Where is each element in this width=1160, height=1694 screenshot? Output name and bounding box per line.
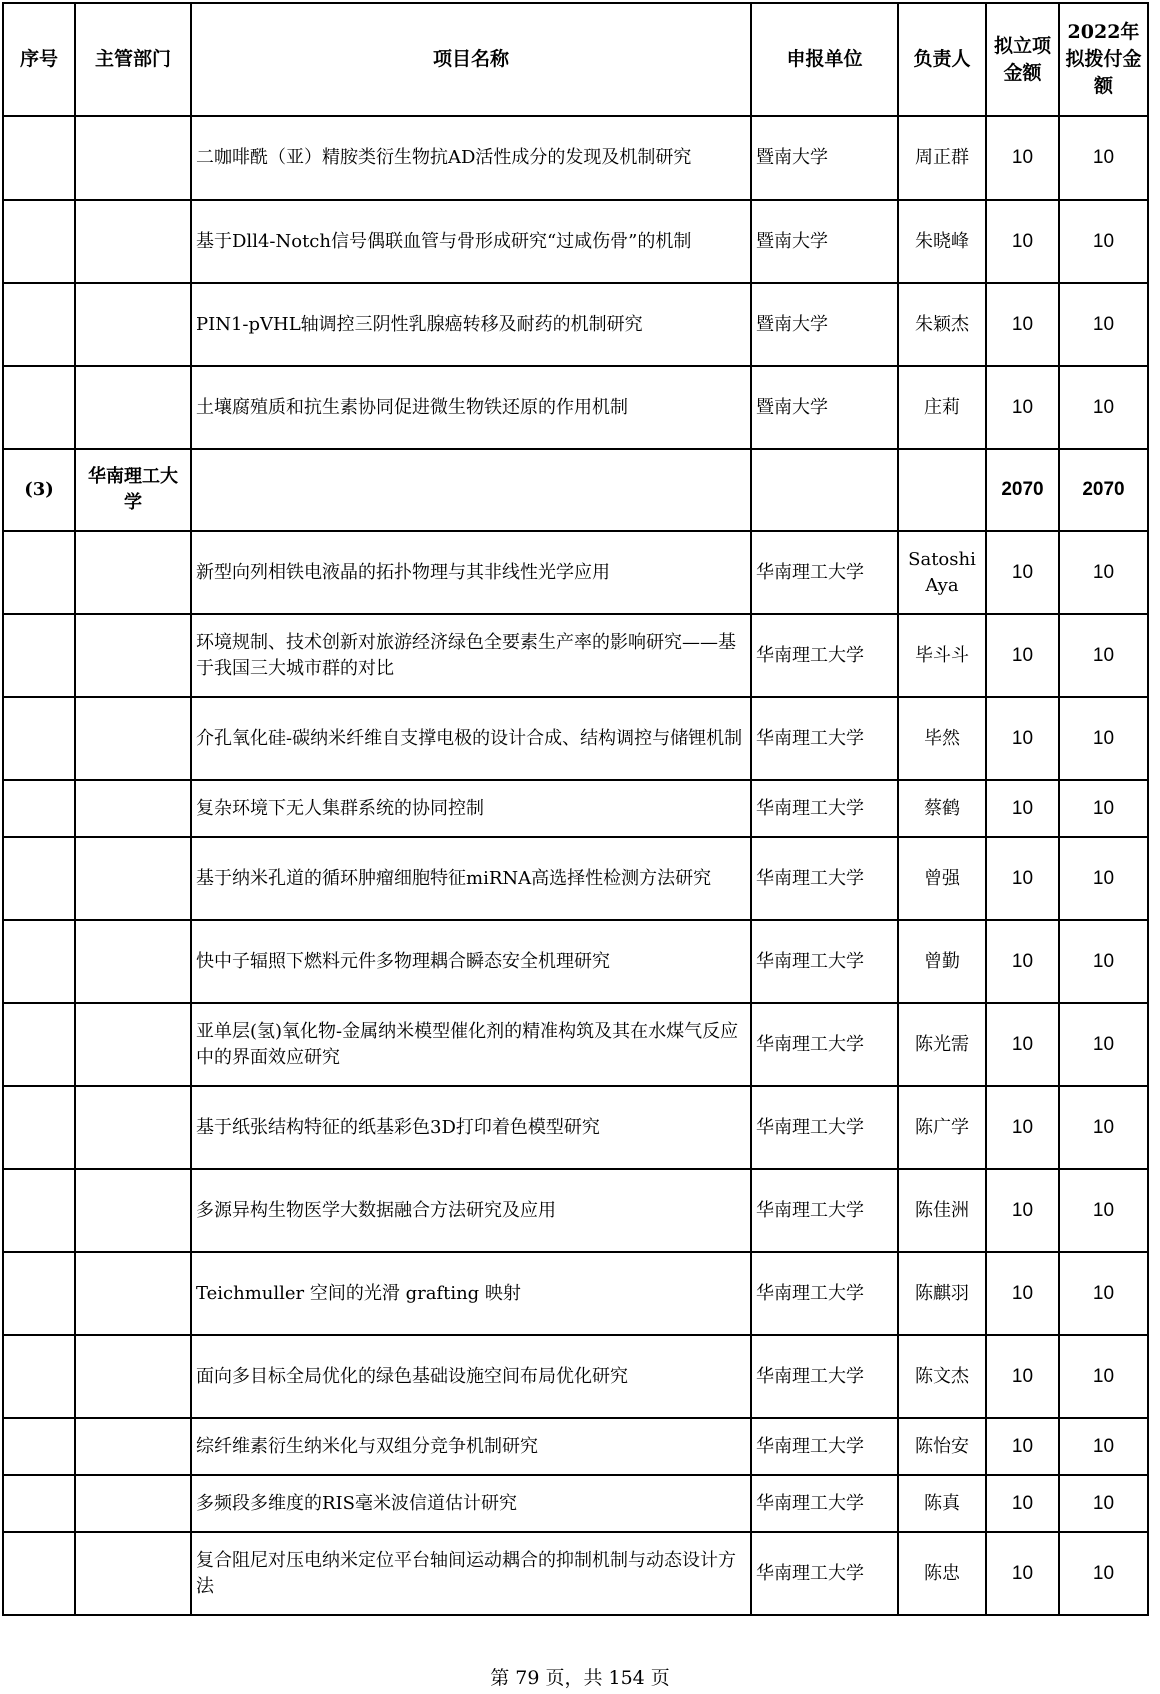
cell-leader: 朱颖杰 xyxy=(898,283,986,366)
cell-seq xyxy=(3,1252,75,1335)
cell-unit: 华南理工大学 xyxy=(751,1475,898,1532)
cell-amount: 10 xyxy=(986,697,1059,780)
cell-seq xyxy=(3,837,75,920)
table-row xyxy=(3,283,1148,366)
cell-dept xyxy=(75,837,191,920)
cell-dept xyxy=(75,614,191,697)
cell-project-name: 新型向列相铁电液晶的拓扑物理与其非线性光学应用 xyxy=(191,531,751,614)
cell-seq xyxy=(3,531,75,614)
cell-unit: 华南理工大学 xyxy=(751,697,898,780)
cell-leader: Satoshi Aya xyxy=(898,531,986,614)
cell-pay: 10 xyxy=(1059,1475,1148,1532)
cell-project-name: PIN1-pVHL轴调控三阴性乳腺癌转移及耐药的机制研究 xyxy=(191,283,751,366)
cell-unit: 华南理工大学 xyxy=(751,1003,898,1086)
cell-unit: 华南理工大学 xyxy=(751,614,898,697)
cell-seq xyxy=(3,283,75,366)
cell-pay: 10 xyxy=(1059,283,1148,366)
project-table xyxy=(2,2,1149,1616)
cell-project-name: 土壤腐殖质和抗生素协同促进微生物铁还原的作用机制 xyxy=(191,366,751,449)
cell-dept xyxy=(75,1418,191,1475)
page-footer: 第 79 页，共 154 页 xyxy=(490,1667,670,1689)
cell-pay: 10 xyxy=(1059,614,1148,697)
cell-amount: 10 xyxy=(986,283,1059,366)
cell-dept xyxy=(75,1003,191,1086)
cell-project-name: 多频段多维度的RIS毫米波信道估计研究 xyxy=(191,1475,751,1532)
cell-leader: 曾勤 xyxy=(898,920,986,1003)
cell-seq xyxy=(3,200,75,283)
table-row xyxy=(3,366,1148,449)
cell-unit: 华南理工大学 xyxy=(751,531,898,614)
table-row xyxy=(3,116,1148,200)
cell-pay: 10 xyxy=(1059,1086,1148,1169)
cell-pay: 10 xyxy=(1059,1003,1148,1086)
table-row xyxy=(3,614,1148,697)
cell-project-name: 快中子辐照下燃料元件多物理耦合瞬态安全机理研究 xyxy=(191,920,751,1003)
cell-project-name: 介孔氧化硅-碳纳米纤维自支撑电极的设计合成、结构调控与储锂机制 xyxy=(191,697,751,780)
table-row xyxy=(3,1532,1148,1615)
table-row xyxy=(3,531,1148,614)
cell-project-name: Teichmuller 空间的光滑 grafting 映射 xyxy=(191,1252,751,1335)
cell-leader: 周正群 xyxy=(898,116,986,200)
header-leader: 负责人 xyxy=(898,3,986,116)
cell-unit: 华南理工大学 xyxy=(751,1335,898,1418)
table-row xyxy=(3,1086,1148,1169)
cell-project-name: 面向多目标全局优化的绿色基础设施空间布局优化研究 xyxy=(191,1335,751,1418)
table-row xyxy=(3,449,1148,531)
cell-dept xyxy=(75,697,191,780)
cell-seq xyxy=(3,1475,75,1532)
cell-amount: 10 xyxy=(986,614,1059,697)
cell-unit: 华南理工大学 xyxy=(751,780,898,837)
cell-amount: 10 xyxy=(986,837,1059,920)
header-row xyxy=(3,3,1148,116)
cell-pay: 10 xyxy=(1059,116,1148,200)
cell-pay: 10 xyxy=(1059,837,1148,920)
cell-project-name: 二咖啡酰（亚）精胺类衍生物抗AD活性成分的发现及机制研究 xyxy=(191,116,751,200)
cell-dept xyxy=(75,116,191,200)
cell-dept xyxy=(75,531,191,614)
cell-leader: 陈怡安 xyxy=(898,1418,986,1475)
table-row xyxy=(3,780,1148,837)
cell-pay: 10 xyxy=(1059,1169,1148,1252)
cell-leader: 陈广学 xyxy=(898,1086,986,1169)
cell-seq xyxy=(3,1086,75,1169)
cell-dept xyxy=(75,780,191,837)
cell-seq xyxy=(3,366,75,449)
cell-dept xyxy=(75,1086,191,1169)
cell-leader: 毕斗斗 xyxy=(898,614,986,697)
table-row xyxy=(3,1003,1148,1086)
cell-unit: 暨南大学 xyxy=(751,366,898,449)
table-row xyxy=(3,697,1148,780)
cell-dept xyxy=(75,920,191,1003)
table-row xyxy=(3,837,1148,920)
cell-unit: 暨南大学 xyxy=(751,116,898,200)
cell-leader: 陈佳洲 xyxy=(898,1169,986,1252)
cell-amount: 10 xyxy=(986,1086,1059,1169)
cell-pay: 10 xyxy=(1059,1335,1148,1418)
cell-leader: 陈麒羽 xyxy=(898,1252,986,1335)
cell-pay: 10 xyxy=(1059,366,1148,449)
cell-project-name: 基于纸张结构特征的纸基彩色3D打印着色模型研究 xyxy=(191,1086,751,1169)
cell-seq xyxy=(3,1532,75,1615)
cell-amount: 10 xyxy=(986,1003,1059,1086)
cell-project-name: 多源异构生物医学大数据融合方法研究及应用 xyxy=(191,1169,751,1252)
cell-unit: 华南理工大学 xyxy=(751,1169,898,1252)
cell-unit: 暨南大学 xyxy=(751,283,898,366)
cell-project-name xyxy=(191,449,751,531)
table-row xyxy=(3,1475,1148,1532)
cell-seq xyxy=(3,697,75,780)
cell-seq xyxy=(3,780,75,837)
cell-pay: 10 xyxy=(1059,1252,1148,1335)
header-seq: 序号 xyxy=(3,3,75,116)
cell-amount: 10 xyxy=(986,116,1059,200)
cell-amount: 10 xyxy=(986,1169,1059,1252)
cell-leader: 朱晓峰 xyxy=(898,200,986,283)
cell-dept xyxy=(75,1169,191,1252)
cell-seq xyxy=(3,1335,75,1418)
cell-seq xyxy=(3,1169,75,1252)
cell-leader: 陈文杰 xyxy=(898,1335,986,1418)
cell-amount: 10 xyxy=(986,531,1059,614)
cell-amount: 10 xyxy=(986,366,1059,449)
cell-unit: 暨南大学 xyxy=(751,200,898,283)
cell-leader: 陈光需 xyxy=(898,1003,986,1086)
cell-seq xyxy=(3,116,75,200)
table-row xyxy=(3,920,1148,1003)
cell-amount: 10 xyxy=(986,780,1059,837)
cell-pay: 10 xyxy=(1059,697,1148,780)
cell-pay: 10 xyxy=(1059,200,1148,283)
header-dept: 主管部门 xyxy=(75,3,191,116)
cell-dept: 华南理工大学 xyxy=(75,449,191,531)
table-row xyxy=(3,1335,1148,1418)
cell-seq xyxy=(3,1418,75,1475)
cell-unit: 华南理工大学 xyxy=(751,1086,898,1169)
cell-seq: (3) xyxy=(3,449,75,531)
cell-amount: 10 xyxy=(986,1418,1059,1475)
cell-unit: 华南理工大学 xyxy=(751,920,898,1003)
cell-unit xyxy=(751,449,898,531)
header-pay: 2022年拟拨付金额 xyxy=(1059,3,1148,116)
table-row xyxy=(3,1252,1148,1335)
cell-dept xyxy=(75,283,191,366)
cell-dept xyxy=(75,1335,191,1418)
cell-pay: 10 xyxy=(1059,1532,1148,1615)
cell-unit: 华南理工大学 xyxy=(751,837,898,920)
table-row xyxy=(3,1418,1148,1475)
cell-leader: 蔡鹤 xyxy=(898,780,986,837)
cell-amount: 10 xyxy=(986,200,1059,283)
cell-amount: 10 xyxy=(986,1335,1059,1418)
cell-pay: 10 xyxy=(1059,920,1148,1003)
table-row xyxy=(3,200,1148,283)
cell-seq xyxy=(3,614,75,697)
cell-amount: 10 xyxy=(986,1252,1059,1335)
table-row xyxy=(3,1169,1148,1252)
cell-amount: 10 xyxy=(986,920,1059,1003)
header-amount: 拟立项金额 xyxy=(986,3,1059,116)
cell-leader: 曾强 xyxy=(898,837,986,920)
cell-dept xyxy=(75,366,191,449)
cell-leader xyxy=(898,449,986,531)
cell-pay: 10 xyxy=(1059,531,1148,614)
cell-leader: 陈忠 xyxy=(898,1532,986,1615)
cell-dept xyxy=(75,1475,191,1532)
cell-project-name: 基于Dll4-Notch信号偶联血管与骨形成研究“过咸伤骨”的机制 xyxy=(191,200,751,283)
cell-amount: 10 xyxy=(986,1475,1059,1532)
cell-pay: 10 xyxy=(1059,780,1148,837)
cell-project-name: 复合阻尼对压电纳米定位平台轴间运动耦合的抑制机制与动态设计方法 xyxy=(191,1532,751,1615)
cell-pay: 2070 xyxy=(1059,449,1148,531)
cell-project-name: 亚单层(氢)氧化物-金属纳米模型催化剂的精准构筑及其在水煤气反应中的界面效应研究 xyxy=(191,1003,751,1086)
cell-amount: 2070 xyxy=(986,449,1059,531)
cell-dept xyxy=(75,1532,191,1615)
cell-seq xyxy=(3,1003,75,1086)
header-unit: 申报单位 xyxy=(751,3,898,116)
cell-project-name: 基于纳米孔道的循环肿瘤细胞特征miRNA高选择性检测方法研究 xyxy=(191,837,751,920)
cell-unit: 华南理工大学 xyxy=(751,1532,898,1615)
cell-dept xyxy=(75,1252,191,1335)
cell-project-name: 环境规制、技术创新对旅游经济绿色全要素生产率的影响研究——基于我国三大城市群的对比 xyxy=(191,614,751,697)
cell-pay: 10 xyxy=(1059,1418,1148,1475)
cell-seq xyxy=(3,920,75,1003)
cell-project-name: 综纤维素衍生纳米化与双组分竞争机制研究 xyxy=(191,1418,751,1475)
cell-leader: 毕然 xyxy=(898,697,986,780)
cell-leader: 庄莉 xyxy=(898,366,986,449)
cell-unit: 华南理工大学 xyxy=(751,1252,898,1335)
cell-amount: 10 xyxy=(986,1532,1059,1615)
cell-unit: 华南理工大学 xyxy=(751,1418,898,1475)
cell-dept xyxy=(75,200,191,283)
header-name: 项目名称 xyxy=(191,3,751,116)
cell-project-name: 复杂环境下无人集群系统的协同控制 xyxy=(191,780,751,837)
cell-leader: 陈真 xyxy=(898,1475,986,1532)
